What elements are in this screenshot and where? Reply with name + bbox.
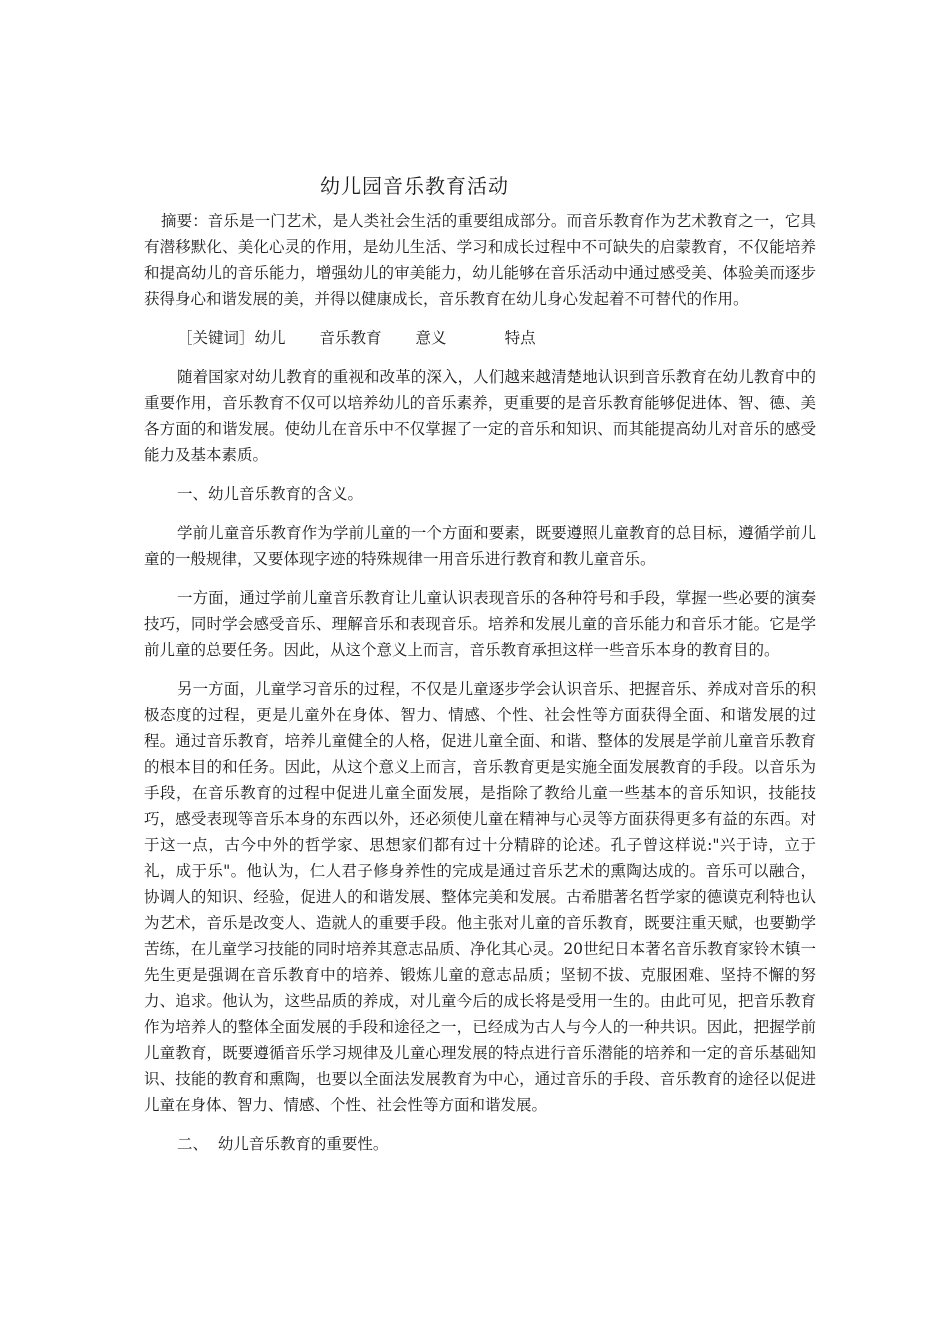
keywords-line bbox=[144, 325, 816, 351]
body-paragraph: 另一方面，儿童学习音乐的过程，不仅是儿童逐步学会认识音乐、把握音乐、养成对音乐的积极态度的过程，更是儿童外在身体、智力、情感、个性、社会性等方面获得全面、和谐发展的过程。通过音乐教育，培养儿童健全的人格，促进儿童全面、和谐、整体的发展是学前儿童音乐教育的根本目的和任务。因此，从这个意义上而言，音乐教育更是实施全面发展教育的手段。以音乐为手段，在音乐教育的过程中促进儿童全面发展，是指除了教给儿童一些基本的音乐知识，技能技巧，感受表现等音乐本身的东西以外，还必须使儿童在精神与心灵等方面获得更多有益的东西。对于这一点，古今中外的哲学家、思想家们都有过十分精辟的论述。孔子曾这样说:"兴于诗，立于礼，成于乐"。他认为，仁人君子修身养性的完成是通过音乐艺术的熏陶达成的。音乐可以融合，协调人的知识、经验，促进人的和谐发展、整体完美和发展。古希腊著名哲学家的德谟克利特也认为艺术，音乐是改变人、造就人的重要手段。他主张对儿童的音乐教育，既要注重天赋，也要勤学苦练，在儿童学习技能的同时培养其意志品质、净化其心灵。20世纪日本著名音乐教育家铃木镇一先生更是强调在音乐教育中的培养、锻炼儿童的意志品质；坚韧不拔、克服困难、坚持不懈的努力、追求。他认为，这些品质的养成，对儿童今后的成长将是受用一生的。由此可见，把音乐教育作为培养人的整体全面发展的手段和途径之一，已经成为古人与今人的一种共识。因此，把握学前儿童教育，既要遵循音乐学习规律及儿童心理发展的特点进行音乐潜能的培养和一定的音乐基础知识、技能的教育和熏陶，也要以全面法发展教育为中心，通过音乐的手段、音乐教育的途径以促进儿童在身体、智力、情感、个性、社会性等方面和谐发展。 bbox=[144, 680, 816, 1114]
body-paragraph: 随着国家对幼儿教育的重视和改革的深入，人们越来越清楚地认识到音乐教育在幼儿教育中的重要作用，音乐教育不仅可以培养幼儿的音乐素养，更重要的是音乐教育能够促进体、智、德、美各方面的和谐发展。使幼儿在音乐中不仅掌握了一定的音乐和知识、而其能提高幼儿对音乐的感受能力及基本素质。 bbox=[144, 368, 816, 464]
keyword-item: 特点 bbox=[504, 329, 536, 347]
keyword-item: 意义 bbox=[415, 329, 447, 347]
keyword-item: 音乐教育 bbox=[319, 329, 382, 347]
document-body bbox=[144, 208, 816, 1170]
abstract-paragraph: 摘要：音乐是一门艺术，是人类社会生活的重要组成部分。而音乐教育作为艺术教育之一，它具有潜移默化、美化心灵的作用，是幼儿生活、学习和成长过程中不可缺失的启蒙教育，不仅能培养和提高幼儿的音乐能力，增强幼儿的审美能力，幼儿能够在音乐活动中通过感受美、体验美而逐步获得身心和谐发展的美，并得以健康成长，音乐教育在幼儿身心发起着不可替代的作用。 bbox=[144, 212, 816, 308]
keywords-label: ［关键词］ bbox=[177, 329, 255, 347]
body-paragraph: 一方面，通过学前儿童音乐教育让儿童认识表现音乐的各种符号和手段，掌握一些必要的演奏技巧，同时学会感受音乐、理解音乐和表现音乐。培养和发展儿童的音乐能力和音乐才能。它是学前儿童的总要任务。因此，从这个意义上而言，音乐教育承担这样一些音乐本身的教育目的。 bbox=[144, 589, 816, 659]
keyword-item: 幼儿 bbox=[254, 329, 286, 347]
section-heading: 二、 幼儿音乐教育的重要性。 bbox=[177, 1135, 389, 1153]
body-paragraph: 学前儿童音乐教育作为学前儿童的一个方面和要素，既要遵照儿童教育的总目标，遵循学前儿童的一般规律，又要体现字迹的特殊规律一用音乐进行教育和教儿童音乐。 bbox=[144, 524, 816, 568]
section-heading: 一、幼儿音乐教育的含义。 bbox=[177, 485, 364, 503]
document-title: 幼儿园音乐教育活动 bbox=[320, 174, 509, 198]
